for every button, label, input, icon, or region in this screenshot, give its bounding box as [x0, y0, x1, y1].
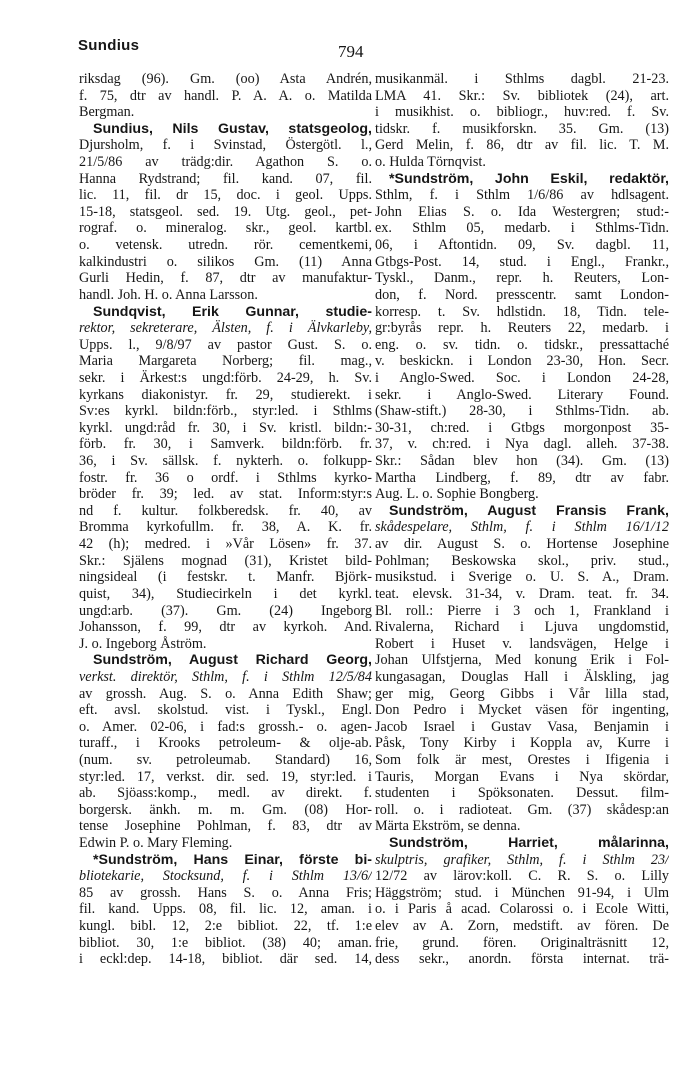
text-line: Jacob Israel i Gustav Vasa, Benjamin i [375, 718, 669, 735]
text-line: borgersk. änkh. m. m. Gm. (08) Hor- [79, 801, 372, 818]
text-line: av dir. August S. o. Hortense Josephine [375, 536, 669, 553]
text-line: (num. sv. petroleumab. Standard) 16, [79, 751, 372, 768]
text-line: tense Josephine Pohlman, f. 83, dtr av [79, 818, 372, 835]
text-line: Djursholm, f. i Svinstad, Östergötl. l., [79, 137, 372, 154]
text-line: ger mig, Georg Gibbs i Vår lilla stad, [375, 685, 669, 702]
text-line: riksdag (96). Gm. (oo) Asta Andrén, [79, 71, 372, 87]
text-line: sekr. i Anglo-Swed. Literary Found. [375, 386, 669, 403]
text-line: Skr.: Själens mognad (31), Kristet bild- [79, 552, 372, 569]
text-line: Pohlman; Beskowska skol., priv. stud., [375, 552, 669, 569]
entry-heading-line: *Sundström, John Eskil, redaktör, [389, 170, 669, 187]
text-line: 85 av grossh. Hans S. o. Anna Fris; [79, 884, 372, 901]
text-line: Bergman. [79, 104, 135, 121]
text-line: 42 (h); medred. i »Vår Lösen» fr. 37. [79, 536, 372, 553]
text-line: musikanmäl. i Sthlms dagbl. 21-23. [375, 71, 669, 87]
text-line: i eckl:dep. 14-18, bibliot. där sed. 14, [79, 951, 372, 968]
text-line: Häggström; stud. i München 91-94, i Ulm [375, 884, 669, 901]
text-line: o. vetensk. utredn. rör. cementkemi, [79, 237, 372, 254]
text-line: i Anglo-Swed. Soc. i London 24-28, [375, 369, 669, 386]
page-number: 794 [338, 42, 364, 61]
text-line: bliotekarie, Stocksund, f. i Sthlm 13/6/ [79, 868, 372, 885]
text-line: skådespelare, Sthlm, f. i Sthlm 16/1/12 [375, 519, 669, 536]
text-line: ningsideal (i festskr. t. Manfr. Björk- [79, 569, 372, 586]
text-line: Sv:es kyrkl. bildn:förb., styr:led. i Sthlms [79, 403, 372, 420]
text-line: eng. o. sv. tidn. o. tidskr., pressattaché [375, 336, 669, 353]
text-line: kalkindustri o. silikos Gm. (11) Anna [79, 253, 372, 270]
text-line: fil. kand. Upps. 08, fil. lic. 12, aman. i [79, 901, 372, 918]
text-line: styr:led. 17, verkst. dir. sed. 19, styr:led. i [79, 768, 372, 785]
text-line: Sthlm, f. i Sthlm 1/6/86 av hdlsagent. [375, 187, 669, 204]
entry-heading-line: Sundius, Nils Gustav, statsgeolog, [93, 120, 372, 137]
entry-heading-line: Sundström, Harriet, målarinna, [389, 835, 669, 852]
text-line: bröder fr. 39; led. av stat. Inform:styr:s [79, 486, 372, 503]
text-line: LMA 41. Skr.: Sv. bibliotek (24), art. [375, 87, 669, 104]
entry-heading-line: Sundström, August Richard Georg, [93, 652, 372, 669]
text-line: ungd:arb. (37). Gm. (24) Ingeborg [79, 602, 372, 619]
text-line: Gerd Melin, f. 86, dtr av fil. lic. T. M. [375, 137, 669, 154]
text-line: fostr. fr. 36 o ordf. i Sthlms kyrko- [79, 469, 372, 486]
text-line: sekr. i Ärkest:s ungd:förb. 24-29, h. Sv. [79, 369, 372, 386]
text-line: lic. 11, fil. dr 15, doc. i geol. Upps. [79, 187, 372, 204]
text-line: J. o. Ingeborg Åström. [79, 635, 207, 652]
text-line: studenten i Spöksonaten. Dessut. film- [375, 785, 669, 802]
text-line: (Shaw-stift.) 28-30, i Sthlms-Tidn. ab. [375, 403, 669, 420]
text-line: Skr.: Sådan blev hon (34). Gm. (13) [375, 453, 669, 470]
text-line: av grossh. Aug. S. o. Anna Edith Shaw; [79, 685, 372, 702]
text-line: korresp. t. Sv. hdlstidn. 18, Tidn. tele- [375, 303, 669, 320]
text-line: teat. elevsk. 31-34, v. Dram. teat. fr. 34. [375, 585, 669, 602]
text-line: handl. Joh. H. o. Anna Larsson. [79, 286, 258, 303]
text-line: kyrkl. ungd:råd fr. 30, i Sv. kristl. bildn:- [79, 419, 372, 436]
text-line: kungl. bibl. 12, 2:e bibliot. 22, tf. 1:e [79, 918, 372, 935]
entry-heading-line: Sundström, August Fransis Frank, [389, 502, 669, 519]
text-line: Edwin P. o. Mary Fleming. [79, 835, 233, 852]
text-line: skulptris, grafiker, Sthlm, f. i Sthlm 23/ [375, 851, 669, 868]
text-line: 30-31, ch:red. i Gtbgs morgonpost 35- [375, 419, 669, 436]
text-line: Som folk är mest, Orestes i Ifigenia i [375, 751, 669, 768]
text-line: Hanna Rydstrand; fil. kand. 07, fil. [79, 170, 372, 187]
text-line: frie, grund. fören. Originalträsnitt 12, [375, 934, 669, 951]
text-line: 12/72 av lärov:koll. C. R. S. o. Lilly [375, 868, 669, 885]
text-line: 37, v. ch:red. i Nya dagl. alleh. 37-38. [375, 436, 669, 453]
text-line: roll. o. i radioteat. Gm. (37) skådesp:an [375, 801, 669, 818]
running-head: Sundius [78, 37, 140, 54]
text-line: Bl. roll.: Pierre i 3 och 1, Frankland i [375, 602, 669, 619]
text-line: verkst. direktör, Sthlm, f. i Sthlm 12/5/84 [79, 668, 372, 685]
text-line: Aug. L. o. Sophie Bongberg. [375, 486, 539, 503]
text-line: ab. Sjöass:komp., medl. av direkt. f. [79, 785, 372, 802]
text-line: don, f. Nord. presscentr. samt London- [375, 286, 669, 303]
text-line: Martha Lindberg, f. 89, dtr av fabr. [375, 469, 669, 486]
left-column [79, 71, 372, 968]
text-line: ex. Sthlm 05, medarb. i Sthlms-Tidn. [375, 220, 669, 237]
text-line: Don Pedro i Mycket väsen för ingenting, [375, 702, 669, 719]
text-line: dess sekr., anordn. första internat. trä- [375, 951, 669, 968]
text-line: gr:byrås repr. h. Reuters 22, medarb. i [375, 320, 669, 337]
text-line: i musikhist. o. bibliogr., huv:red. f. Sv. [375, 104, 669, 121]
text-line: Robert i Huset v. landsvägen, Helge i [375, 635, 669, 652]
text-line: kungasagan, Douglas Hall i Älskling, jag [375, 668, 669, 685]
text-line: Upps. l., 9/8/97 av pastor Gust. S. o. [79, 336, 372, 353]
text-line: eft. avsl. skolstud. vist. i Tyskl., Engl. [79, 702, 372, 719]
text-line: f. 75, dtr av handl. P. A. A. o. Matilda [79, 87, 372, 104]
text-line: Gurli Hedin, f. 87, dtr av manufaktur- [79, 270, 372, 287]
text-line: Bromma kyrkofullm. fr. 38, A. K. fr. [79, 519, 372, 536]
text-line: rograf. o. mineralog. skr., geol. kartbl. [79, 220, 372, 237]
text-line: Tyskl., Danm., repr. h. Reuters, Lon- [375, 270, 669, 287]
text-line: 15-18, statsgeol. sed. 19. Utg. geol., pet- [79, 203, 372, 220]
text-line: rektor, sekreterare, Älsten, f. i Älvkarleby, [79, 320, 372, 337]
text-line: Märta Ekström, se denna. [375, 818, 521, 835]
text-line: v. beskickn. i London 23-30, Hon. Secr. [375, 353, 669, 370]
text-line: o. i Paris å acad. Colarossi o. i Ecole Witti, [375, 901, 669, 918]
text-line: Maria Margareta Norberg; fil. mag., [79, 353, 372, 370]
right-column [375, 71, 669, 968]
text-line: Johan Ulfstjerna, Med konung Erik i Fol- [375, 652, 669, 669]
text-line: 06, i Aftontidn. 09, Sv. dagbl. 11, [375, 237, 669, 254]
text-line: o. Hulda Törnqvist. [375, 154, 486, 171]
text-line: Tauris, Morgan Evans i Nya skördar, [375, 768, 669, 785]
text-line: turaff., i Krooks petroleum- & olje-ab. [79, 735, 372, 752]
text-line: bibliot. 30, 1:e bibliot. (38) 40; aman. [79, 934, 372, 951]
entry-heading-line: *Sundström, Hans Einar, förste bi- [93, 851, 372, 868]
text-line: Johansson, f. 99, dtr av kyrkoh. And. [79, 619, 372, 636]
text-line: kyrkans diakonistyr. fr. 29, studierekt. i [79, 386, 372, 403]
text-line: nd f. kultur. folkberedsk. fr. 40, av [79, 502, 372, 519]
text-line: musikstud. i Sverige o. U. S. A., Dram. [375, 569, 669, 586]
text-line: 36, i Sv. sällsk. f. nykterh. o. folkupp- [79, 453, 372, 470]
text-line: John Elias S. o. Ida Westergren; stud:- [375, 203, 669, 220]
text-line: förb. fr. 30, i Samverk. bildn:förb. fr. [79, 436, 372, 453]
text-line: quist, 34), Studiecirkeln i det kyrkl. [79, 585, 372, 602]
text-line: 21/5/86 av trädg:dir. Agathon S. o. [79, 154, 372, 171]
text-line: tidskr. f. musikforskn. 35. Gm. (13) [375, 120, 669, 137]
text-line: Rivalerna, Richard i Ljuva ungdomstid, [375, 619, 669, 636]
entry-heading-line: Sundqvist, Erik Gunnar, studie- [93, 303, 372, 320]
text-line: o. Amer. 02-06, i fad:s grossh.- o. agen- [79, 718, 372, 735]
text-line: elev av A. Zorn, medstift. av fören. De [375, 918, 669, 935]
text-line: Påsk, Tony Kirby i Koppla av, Kurre i [375, 735, 669, 752]
text-line: Gtbgs-Post. 14, stud. i Engl., Frankr., [375, 253, 669, 270]
